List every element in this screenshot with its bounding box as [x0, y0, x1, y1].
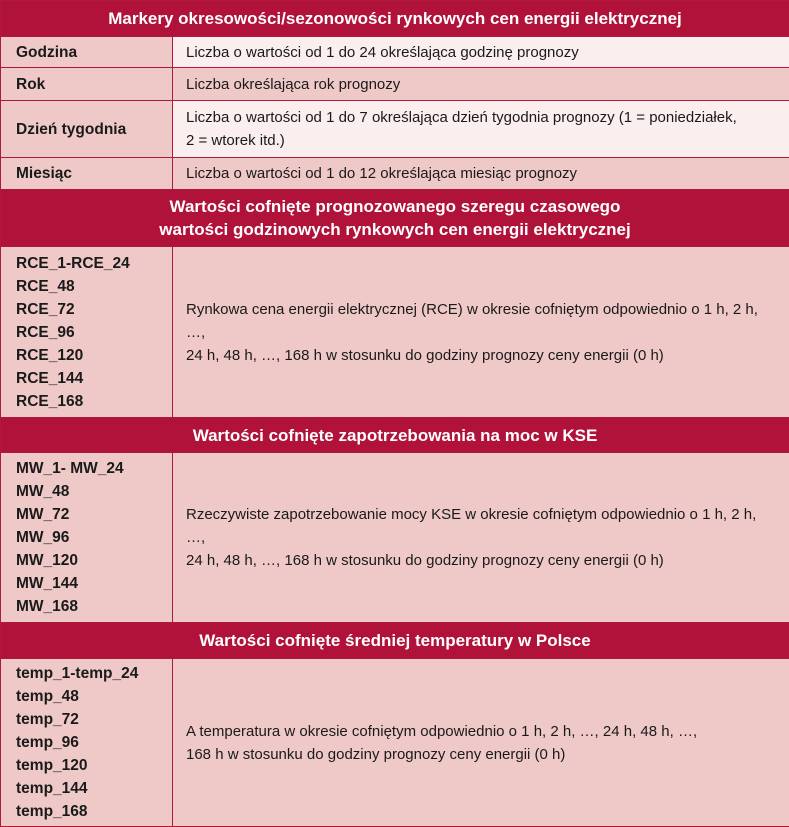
- section-header-row: [1, 190, 789, 247]
- section-heading: Wartości cofnięte średniej temperatury w Polsce: [1, 623, 789, 659]
- row-label: RCE_1-RCE_24 RCE_48 RCE_72 RCE_96 RCE_120 RCE_144 RCE_168: [1, 247, 173, 418]
- section-header-row: [1, 418, 789, 453]
- row-label: Rok: [1, 68, 173, 101]
- row-description: Liczba określająca rok prognozy: [173, 68, 789, 101]
- row-description: Rzeczywiste zapotrzebowanie mocy KSE w okresie cofniętym odpowiednio o 1 h, 2 h, …, 24 h, 48 h, …, 168 h w stosunku do godziny prognozy ceny energii (0 h): [173, 453, 789, 623]
- row-label: Dzień tygodnia: [1, 101, 173, 158]
- section-header-row: [1, 1, 789, 37]
- section-heading: Markery okresowości/sezonowości rynkowych cen energii elektrycznej: [1, 1, 789, 37]
- row-description: Rynkowa cena energii elektrycznej (RCE) w okresie cofniętym odpowiednio o 1 h, 2 h, …, 24 h, 48 h, …, 168 h w stosunku do godziny prognozy ceny energii (0 h): [173, 247, 789, 418]
- table-row: [1, 101, 789, 158]
- table-row: [1, 453, 789, 623]
- row-description: A temperatura w okresie cofniętym odpowiednio o 1 h, 2 h, …, 24 h, 48 h, …, 168 h w stosunku do godziny prognozy ceny energii (0 h): [173, 659, 789, 827]
- section-heading: Wartości cofnięte prognozowanego szeregu czasowego wartości godzinowych rynkowych cen energii elektrycznej: [1, 190, 789, 247]
- section-heading: Wartości cofnięte zapotrzebowania na moc w KSE: [1, 418, 789, 453]
- row-description: Liczba o wartości od 1 do 24 określająca godzinę prognozy: [173, 37, 789, 68]
- table-row: [1, 68, 789, 101]
- section-header-row: [1, 623, 789, 659]
- row-label: MW_1- MW_24 MW_48 MW_72 MW_96 MW_120 MW_144 MW_168: [1, 453, 173, 623]
- row-description: Liczba o wartości od 1 do 12 określająca miesiąc prognozy: [173, 158, 789, 190]
- table-row: [1, 659, 789, 827]
- row-label: Miesiąc: [1, 158, 173, 190]
- table-row: [1, 247, 789, 418]
- table-row: [1, 37, 789, 68]
- row-label: temp_1-temp_24 temp_48 temp_72 temp_96 temp_120 temp_144 temp_168: [1, 659, 173, 827]
- table-row: [1, 158, 789, 190]
- row-description: Liczba o wartości od 1 do 7 określająca dzień tygodnia prognozy (1 = poniedziałek, 2 = wtorek itd.): [173, 101, 789, 158]
- row-label: Godzina: [1, 37, 173, 68]
